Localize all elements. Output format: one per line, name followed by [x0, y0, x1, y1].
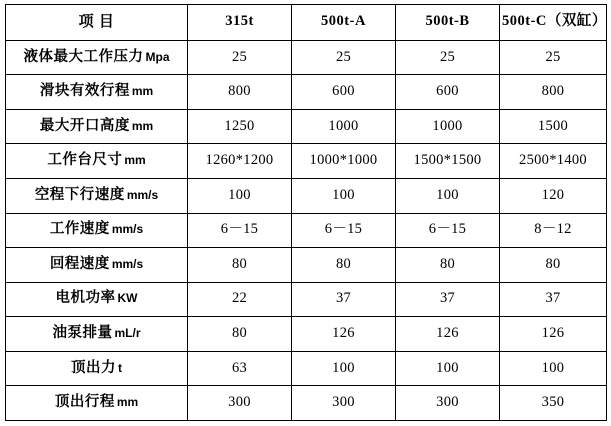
row-label-cell: [6, 109, 188, 144]
row-label-text: 最大开口高度: [39, 117, 130, 134]
cell-value: 1500*1500: [396, 144, 500, 179]
row-label-cell: [6, 317, 188, 352]
table-row: [6, 282, 607, 317]
table-header-row: [6, 5, 607, 41]
cell-value: 350: [500, 386, 607, 421]
cell-value: 63: [188, 351, 292, 386]
header-cell-model-4: 500t-C（双缸）: [500, 5, 607, 41]
cell-value: 100: [292, 351, 396, 386]
row-label-text: 液体最大工作压力: [23, 48, 144, 65]
cell-value: 6－15: [292, 213, 396, 248]
row-label-cell: [6, 178, 188, 213]
row-label-text: 油泵排量: [52, 325, 113, 342]
cell-value: 300: [396, 386, 500, 421]
row-unit-text: mm: [131, 118, 154, 133]
table-row: [6, 178, 607, 213]
table-row: [6, 248, 607, 283]
cell-value: 1000: [292, 109, 396, 144]
row-label-text: 工作速度: [49, 221, 110, 238]
cell-value: 126: [500, 317, 607, 352]
row-label-text: 顶出行程: [54, 394, 115, 411]
row-label-text: 空程下行速度: [34, 186, 125, 203]
header-cell-model-2: 500t-A: [292, 5, 396, 41]
cell-value: 1500: [500, 109, 607, 144]
cell-value: 6－15: [396, 213, 500, 248]
cell-value: 6－15: [188, 213, 292, 248]
cell-value: 37: [500, 282, 607, 317]
cell-value: 37: [396, 282, 500, 317]
cell-value: 8－12: [500, 213, 607, 248]
cell-value: 2500*1400: [500, 144, 607, 179]
cell-value: 37: [292, 282, 396, 317]
cell-value: 800: [500, 75, 607, 110]
cell-value: 25: [188, 40, 292, 75]
cell-value: 300: [188, 386, 292, 421]
cell-value: 25: [292, 40, 396, 75]
cell-value: 80: [500, 248, 607, 283]
cell-value: 80: [292, 248, 396, 283]
table-row: [6, 109, 607, 144]
row-unit-text: Mpa: [145, 49, 170, 64]
cell-value: 80: [188, 248, 292, 283]
cell-value: 100: [500, 351, 607, 386]
cell-value: 1250: [188, 109, 292, 144]
header-cell-项目: 项 目: [6, 5, 188, 41]
cell-value: 100: [396, 178, 500, 213]
row-label-cell: [6, 75, 188, 110]
table-row: [6, 75, 607, 110]
row-unit-text: mm: [131, 84, 154, 99]
table-row: [6, 351, 607, 386]
cell-value: 25: [396, 40, 500, 75]
cell-value: 1260*1200: [188, 144, 292, 179]
row-unit-text: mm: [124, 153, 146, 168]
cell-value: 800: [188, 75, 292, 110]
cell-value: 1000*1000: [292, 144, 396, 179]
table-row: [6, 317, 607, 352]
cell-value: 600: [292, 75, 396, 110]
cell-value: 100: [188, 178, 292, 213]
header-cell-model-3: 500t-B: [396, 5, 500, 41]
header-cell-model-1: 315t: [188, 5, 292, 41]
cell-value: 1000: [396, 109, 500, 144]
cell-value: 126: [292, 317, 396, 352]
row-label-text: 滑块有效行程: [39, 83, 130, 100]
cell-value: 120: [500, 178, 607, 213]
cell-value: 126: [396, 317, 500, 352]
row-label-cell: [6, 351, 188, 386]
table-row: [6, 213, 607, 248]
row-label-cell: [6, 144, 188, 179]
cell-value: 25: [500, 40, 607, 75]
row-label-cell: [6, 282, 188, 317]
cell-value: 80: [188, 317, 292, 352]
specification-table: [5, 4, 607, 421]
cell-value: 300: [292, 386, 396, 421]
row-label-cell: [6, 248, 188, 283]
cell-value: 22: [188, 282, 292, 317]
cell-value: 600: [396, 75, 500, 110]
row-label-text: 电机功率: [55, 290, 116, 307]
row-label-cell: [6, 40, 188, 75]
row-unit-text: mm/s: [126, 187, 159, 202]
row-label-text: 工作台尺寸: [47, 152, 123, 169]
row-unit-text: t: [118, 360, 122, 375]
row-unit-text: mm/s: [111, 256, 144, 271]
row-label-cell: [6, 386, 188, 421]
row-label-cell: [6, 213, 188, 248]
row-label-text: 回程速度: [49, 255, 110, 272]
row-unit-text: mm/s: [111, 222, 144, 237]
cell-value: 100: [292, 178, 396, 213]
row-unit-text: mL/r: [114, 326, 141, 341]
table-row: [6, 386, 607, 421]
row-unit-text: mm: [116, 395, 139, 410]
cell-value: 100: [396, 351, 500, 386]
row-label-text: 顶出力: [71, 359, 116, 376]
table-row: [6, 144, 607, 179]
table-row: [6, 40, 607, 75]
cell-value: 80: [396, 248, 500, 283]
row-unit-text: KW: [117, 291, 138, 306]
